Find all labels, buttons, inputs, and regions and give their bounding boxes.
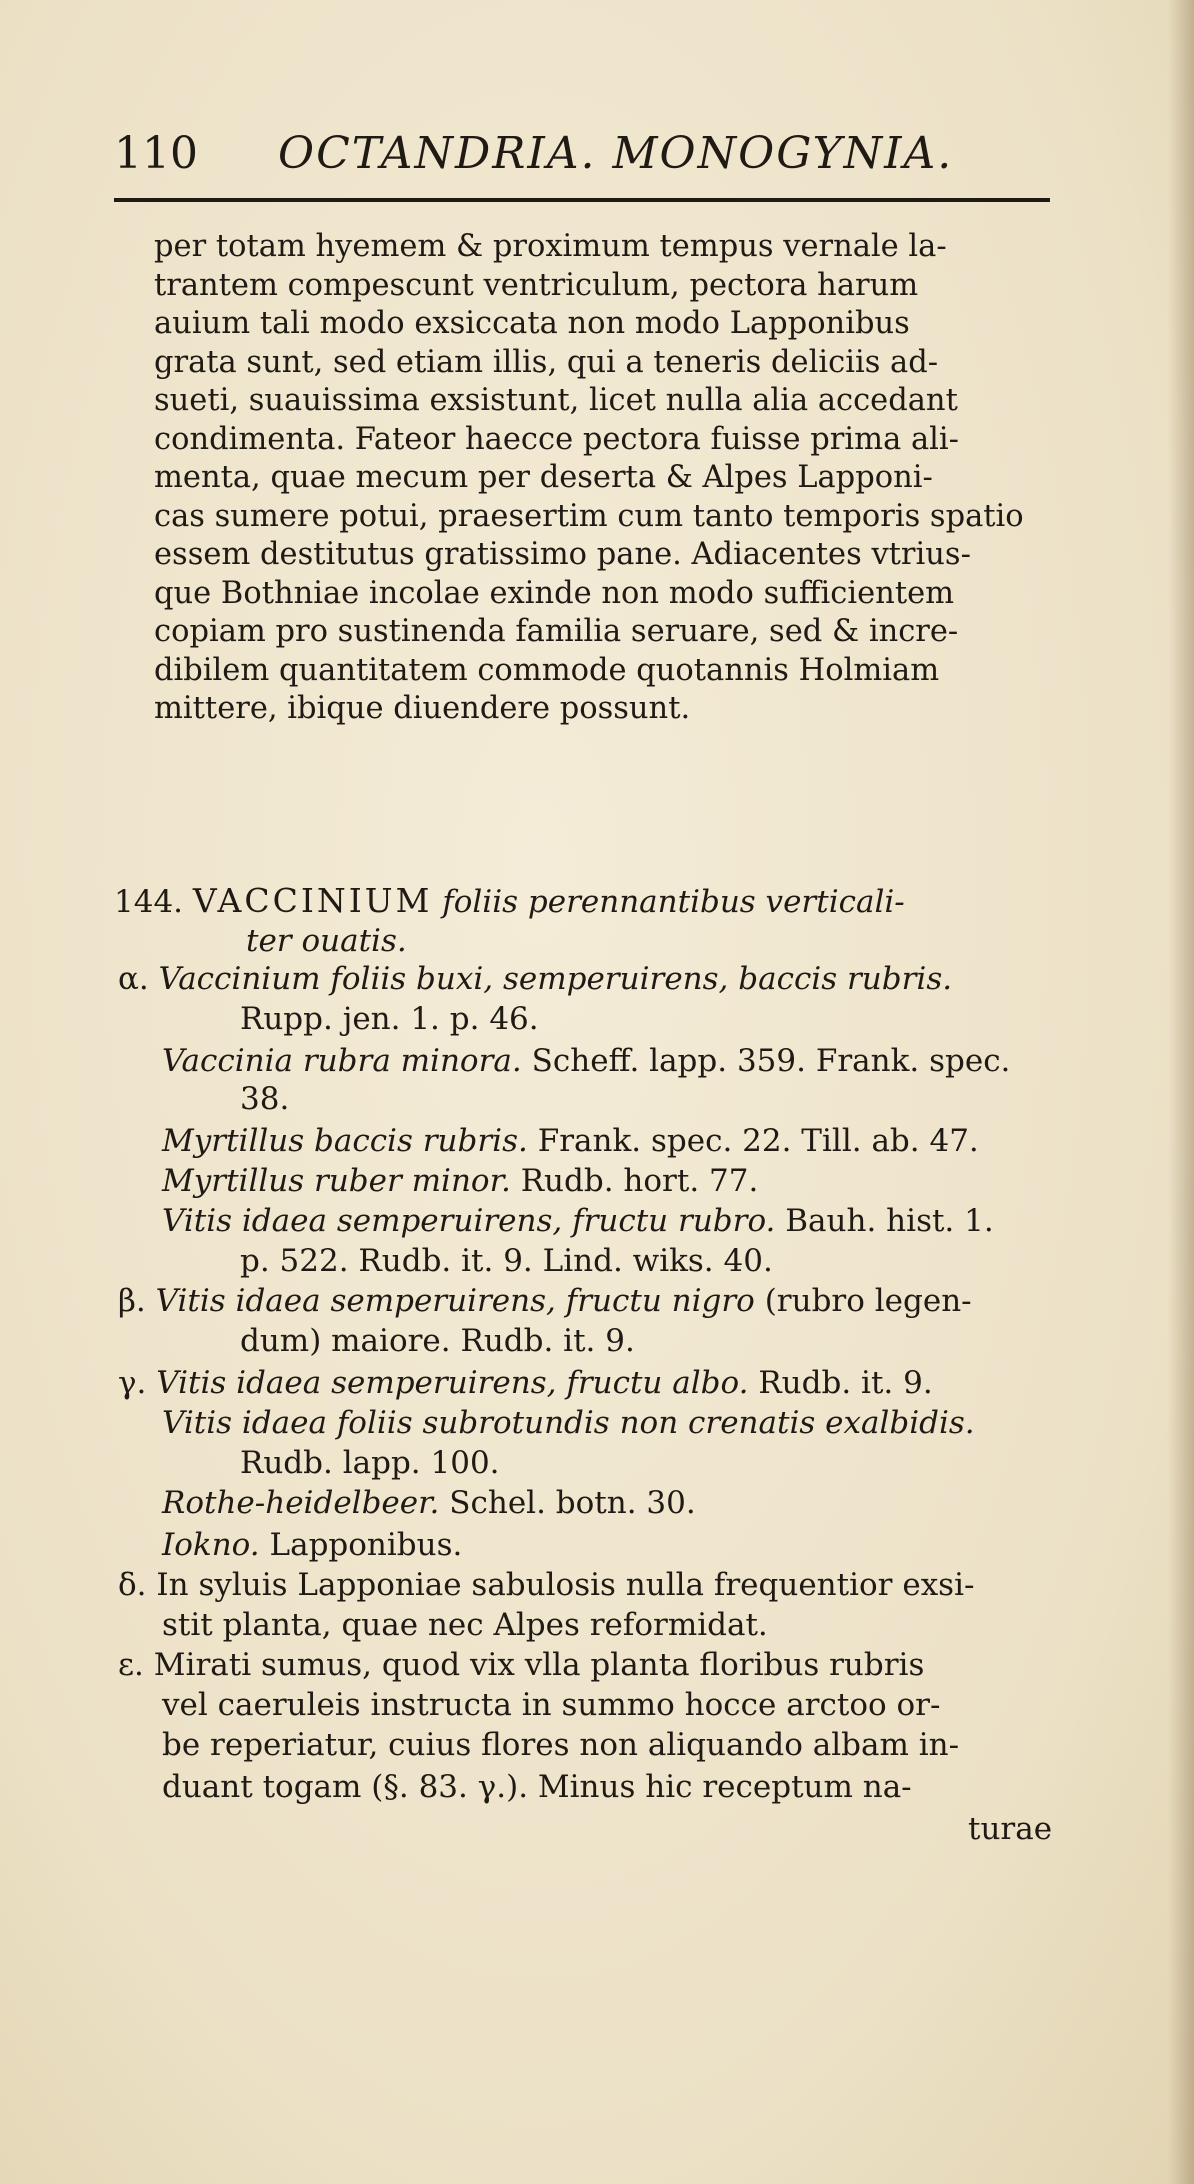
synonym-name: Vaccinia rubra minora. <box>162 1043 522 1079</box>
variety-marker: γ. <box>118 1365 147 1401</box>
paragraph-line: sueti, suauissima exsistunt, licet nulla alia accedant <box>154 383 958 418</box>
synonym-reference: Frank. spec. 22. Till. ab. 47. <box>537 1123 979 1159</box>
note-marker: ε. <box>118 1647 144 1683</box>
note-marker: δ. <box>118 1567 147 1603</box>
note-text: vel caeruleis instructa in summo hocce arctoo or- <box>162 1687 941 1723</box>
synonym-reference: dum) maiore. Rudb. it. 9. <box>240 1323 635 1359</box>
note-line <box>118 1566 974 1604</box>
header-rule <box>114 198 1050 202</box>
note-text: Mirati sumus, quod vix vlla planta floribus rubris <box>153 1647 925 1683</box>
synonym-name: Rothe-heidelbeer. <box>162 1485 440 1521</box>
page-header <box>114 128 1054 188</box>
synonym-name: Vitis idaea semperuirens, fructu nigro <box>155 1283 755 1319</box>
paragraph-line: per totam hyemem & proximum tempus vernale la- <box>154 229 947 264</box>
paragraph-line: auium tali modo exsiccata non modo Lapponibus <box>154 306 910 341</box>
synonym-reference: 38. <box>240 1081 290 1117</box>
synonym-reference: Rudb. lapp. 100. <box>240 1445 500 1481</box>
synonym-reference: Schel. botn. 30. <box>449 1485 696 1521</box>
synonym-line <box>162 1484 696 1522</box>
note-text: duant togam (§. 83. γ.). Minus hic receptum na- <box>162 1769 912 1805</box>
synonym-name: Vaccinium foliis buxi, semperuirens, baccis rubris. <box>158 961 953 997</box>
catchword: turae <box>968 1811 1053 1847</box>
genus-name: VACCINIUM <box>192 881 433 920</box>
synonym-name: Iokno. <box>162 1527 260 1563</box>
synonym-name: Vitis idaea foliis subrotundis non crenatis exalbidis. <box>162 1405 975 1441</box>
synonym-reference: Scheff. lapp. 359. Frank. spec. <box>531 1043 1011 1079</box>
synonym-line <box>162 1526 462 1564</box>
variety-marker: α. <box>118 961 149 997</box>
note-text: be reperiatur, cuius flores non aliquando albam in- <box>162 1727 960 1763</box>
variety-marker: β. <box>118 1283 146 1319</box>
synonym-line <box>162 1122 979 1160</box>
paragraph-line: copiam pro sustinenda familia seruare, sed & incre- <box>154 614 959 649</box>
synonym-line <box>118 1282 972 1320</box>
paragraph-line: trantem compescunt ventriculum, pectora harum <box>154 267 919 303</box>
species-diagnosis: foliis perennantibus verticali- <box>442 884 905 920</box>
synonym-reference: Bauh. hist. 1. <box>785 1203 994 1239</box>
note-line <box>118 1646 924 1684</box>
synonym-line <box>162 1202 994 1240</box>
synonym-line <box>118 960 952 998</box>
synonym-reference: Rupp. jen. 1. p. 46. <box>240 1001 539 1037</box>
running-title: OCTANDRIA. MONOGYNIA. <box>278 128 954 179</box>
synonym-reference: (rubro legen- <box>764 1283 972 1319</box>
synonym-reference: p. 522. Rudb. it. 9. Lind. wiks. 40. <box>240 1243 773 1279</box>
paragraph-line: que Bothniae incolae exinde non modo sufficientem <box>154 575 955 611</box>
synonym-name: Vitis idaea semperuirens, fructu rubro. <box>162 1203 776 1239</box>
paragraph-line: condimenta. Fateor haecce pectora fuisse prima ali- <box>154 421 959 457</box>
synonym-line <box>162 1162 758 1200</box>
synonym-name: Myrtillus ruber minor. <box>162 1163 511 1199</box>
synonym-reference: Rudb. hort. 77. <box>520 1163 759 1199</box>
species-number: 144. <box>114 884 184 920</box>
note-text: stit planta, quae nec Alpes reformidat. <box>162 1607 768 1643</box>
paragraph-line: essem destitutus gratissimo pane. Adiacentes vtrius- <box>154 537 971 572</box>
synonym-line <box>118 1364 933 1402</box>
page-edge-shadow <box>1168 0 1194 2184</box>
species-heading <box>114 882 905 921</box>
paragraph-line: mittere, ibique diuendere possunt. <box>154 691 691 726</box>
synonym-reference: Lapponibus. <box>269 1527 463 1563</box>
synonym-line <box>162 1042 1010 1080</box>
synonym-name: Myrtillus baccis rubris. <box>162 1123 528 1159</box>
paragraph-line: cas sumere potui, praesertim cum tanto temporis spatio <box>154 498 1024 534</box>
synonym-name: Vitis idaea semperuirens, fructu albo. <box>156 1365 749 1401</box>
paragraph-line: grata sunt, sed etiam illis, qui a teneris deliciis ad- <box>154 344 939 380</box>
note-text: In syluis Lapponiae sabulosis nulla frequentior exsi- <box>156 1567 975 1603</box>
page-number: 110 <box>114 128 198 179</box>
synonym-reference: Rudb. it. 9. <box>758 1365 933 1401</box>
opening-paragraph <box>154 228 1054 729</box>
species-diagnosis-continued: ter ouatis. <box>246 923 407 959</box>
paragraph-line: dibilem quantitatem commode quotannis Holmiam <box>154 652 940 688</box>
paragraph-line: menta, quae mecum per deserta & Alpes Lapponi- <box>154 460 933 495</box>
